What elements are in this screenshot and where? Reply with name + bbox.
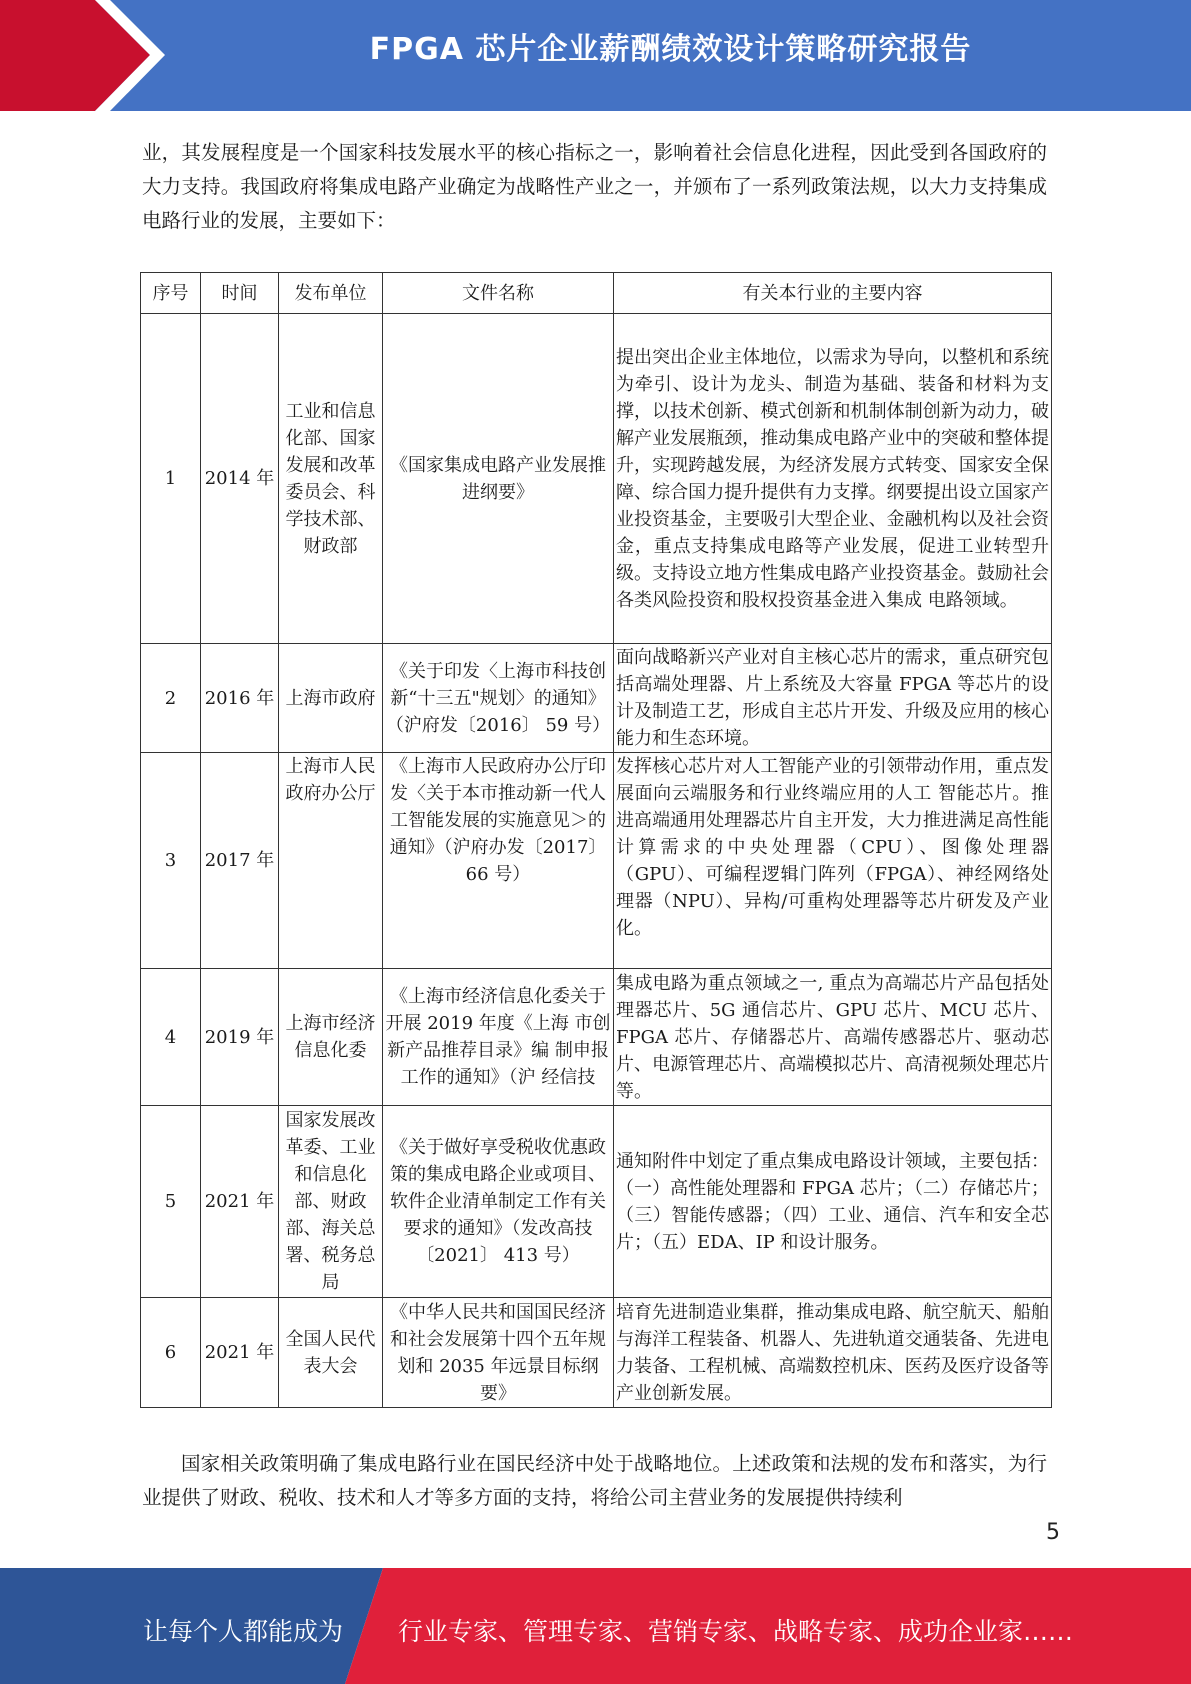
header-document: 文件名称 bbox=[383, 273, 614, 314]
row-document: 《中华人民共和国国民经济和社会发展第十四个五年规划和 2035 年远景目标纲要》 bbox=[383, 1298, 614, 1408]
row-no: 2 bbox=[141, 644, 201, 753]
row-document: 《上海市人民政府办公厅印发〈关于本市推动新一代人工智能发展的实施意见＞的通知》（沪府办发〔2017〕 66 号） bbox=[383, 753, 614, 969]
row-document: 《国家集成电路产业发展推进纲要》 bbox=[383, 314, 614, 644]
row-document: 《关于做好享受税收优惠政策的集成电路企业或项目、软件企业清单制定工作有关要求的通知》（发改高技〔2021〕 413 号） bbox=[383, 1106, 614, 1298]
table-header-row bbox=[141, 273, 1052, 314]
row-issuer: 上海市政府 bbox=[279, 644, 383, 753]
row-issuer: 全国人民代表大会 bbox=[279, 1298, 383, 1408]
report-title: FPGA 芯片企业薪酬绩效设计策略研究报告 bbox=[369, 32, 972, 67]
row-document: 《上海市经济信息化委关于开展 2019 年度《上海 市创新产品推荐目录》编 制申报工作的通知》（沪 经信技 bbox=[383, 969, 614, 1106]
row-content: 集成电路为重点领域之一, 重点为高端芯片产品包括处理器芯片、5G 通信芯片、GPU 芯片、MCU 芯片、FPGA 芯片、存储器芯片、高端传感器芯片、驱动芯片、电源管理芯片、高端模拟芯片、高清视频处理芯片等。 bbox=[614, 969, 1052, 1106]
header-time: 时间 bbox=[201, 273, 279, 314]
row-issuer: 上海市经济信息化委 bbox=[279, 969, 383, 1106]
header-no: 序号 bbox=[141, 273, 201, 314]
table-row bbox=[141, 314, 1052, 644]
row-time: 2021 年 bbox=[201, 1106, 279, 1298]
chevron-decoration-icon bbox=[0, 0, 170, 111]
footer-slogan-left: 让每个人都能成为 bbox=[143, 1617, 344, 1646]
row-no: 3 bbox=[141, 753, 201, 969]
policy-table bbox=[140, 272, 1052, 1408]
row-no: 5 bbox=[141, 1106, 201, 1298]
table-row bbox=[141, 1106, 1052, 1298]
row-issuer: 国家发展改革委、工业和信息化部、财政部、海关总署、税务总局 bbox=[279, 1106, 383, 1298]
row-content: 提出突出企业主体地位，以需求为导向，以整机和系统为牵引、设计为龙头、制造为基础、装备和材料为支撑，以技术创新、模式创新和机制体制创新为动力，破解产业发展瓶颈，推动集成电路产业中的突破和整体提升，实现跨越发展，为经济发展方式转变、国家安全保障、综合国力提升提供有力支撑。纲要提出设立国家产业投资基金，主要吸引大型企业、金融机构以及社会资金，重点支持集成电路等产业发展，促进工业转型升级。支持设立地方性集成电路产业投资基金。鼓励社会各类风险投资和股权投资基金进入集成 电路领域。 bbox=[614, 314, 1052, 644]
page-number: 5 bbox=[1046, 1520, 1060, 1545]
row-time: 2019 年 bbox=[201, 969, 279, 1106]
row-no: 1 bbox=[141, 314, 201, 644]
table-row bbox=[141, 969, 1052, 1106]
row-content: 面向战略新兴产业对自主核心芯片的需求，重点研究包括高端处理器、片上系统及大容量 FPGA 等芯片的设计及制造工艺，形成自主芯片开发、升级及应用的核心能力和生态环境。 bbox=[614, 644, 1052, 753]
row-time: 2016 年 bbox=[201, 644, 279, 753]
intro-paragraph: 业，其发展程度是一个国家科技发展水平的核心指标之一，影响着社会信息化进程，因此受到各国政府的大力支持。我国政府将集成电路产业确定为战略性产业之一，并颁布了一系列政策法规，以大力支持集成电路行业的发展，主要如下： bbox=[142, 141, 1047, 232]
footer-slogan-right: 行业专家、管理专家、营销专家、战略专家、成功企业家…… bbox=[398, 1617, 1074, 1646]
row-document: 《关于印发〈上海市科技创新“十三五"规划〉的通知》（沪府发〔2016〕 59 号） bbox=[383, 644, 614, 753]
row-issuer: 上海市人民政府办公厅 bbox=[279, 753, 383, 969]
row-time: 2014 年 bbox=[201, 314, 279, 644]
row-no: 4 bbox=[141, 969, 201, 1106]
row-time: 2017 年 bbox=[201, 753, 279, 969]
table-row bbox=[141, 644, 1052, 753]
row-content: 培育先进制造业集群，推动集成电路、航空航天、船舶与海洋工程装备、机器人、先进轨道交通装备、先进电力装备、工程机械、高端数控机床、医药及医疗设备等产业创新发展。 bbox=[614, 1298, 1052, 1408]
page-footer bbox=[0, 1568, 1191, 1684]
closing-paragraph: 国家相关政策明确了集成电路行业在国民经济中处于战略地位。上述政策和法规的发布和落实，为行业提供了财政、税收、技术和人才等多方面的支持，将给公司主营业务的发展提供持续利 bbox=[142, 1452, 1047, 1509]
row-no: 6 bbox=[141, 1298, 201, 1408]
header-issuer: 发布单位 bbox=[279, 273, 383, 314]
table-row bbox=[141, 753, 1052, 969]
header-content: 有关本行业的主要内容 bbox=[614, 273, 1052, 314]
row-content: 发挥核心芯片对人工智能产业的引领带动作用，重点发展面向云端服务和行业终端应用的人工 智能芯片。推进高端通用处理器芯片自主开发，大力推进满足高性能计算需求的中央处理器（CPU）、图像处理器（GPU）、可编程逻辑门阵列（FPGA）、神经网络处理器（NPU）、异构/可重构处理器等芯片研发及产业化。 bbox=[614, 753, 1052, 969]
row-content: 通知附件中划定了重点集成电路设计领域，主要包括：（一）高性能处理器和 FPGA 芯片；（二）存储芯片；（三）智能传感器；（四）工业、通信、汽车和安全芯片；（五）EDA、IP 和设计服务。 bbox=[614, 1106, 1052, 1298]
row-issuer: 工业和信息化部、国家发展和改革委员会、科学技术部、财政部 bbox=[279, 314, 383, 644]
table-row bbox=[141, 1298, 1052, 1408]
row-time: 2021 年 bbox=[201, 1298, 279, 1408]
page-header bbox=[0, 0, 1191, 111]
